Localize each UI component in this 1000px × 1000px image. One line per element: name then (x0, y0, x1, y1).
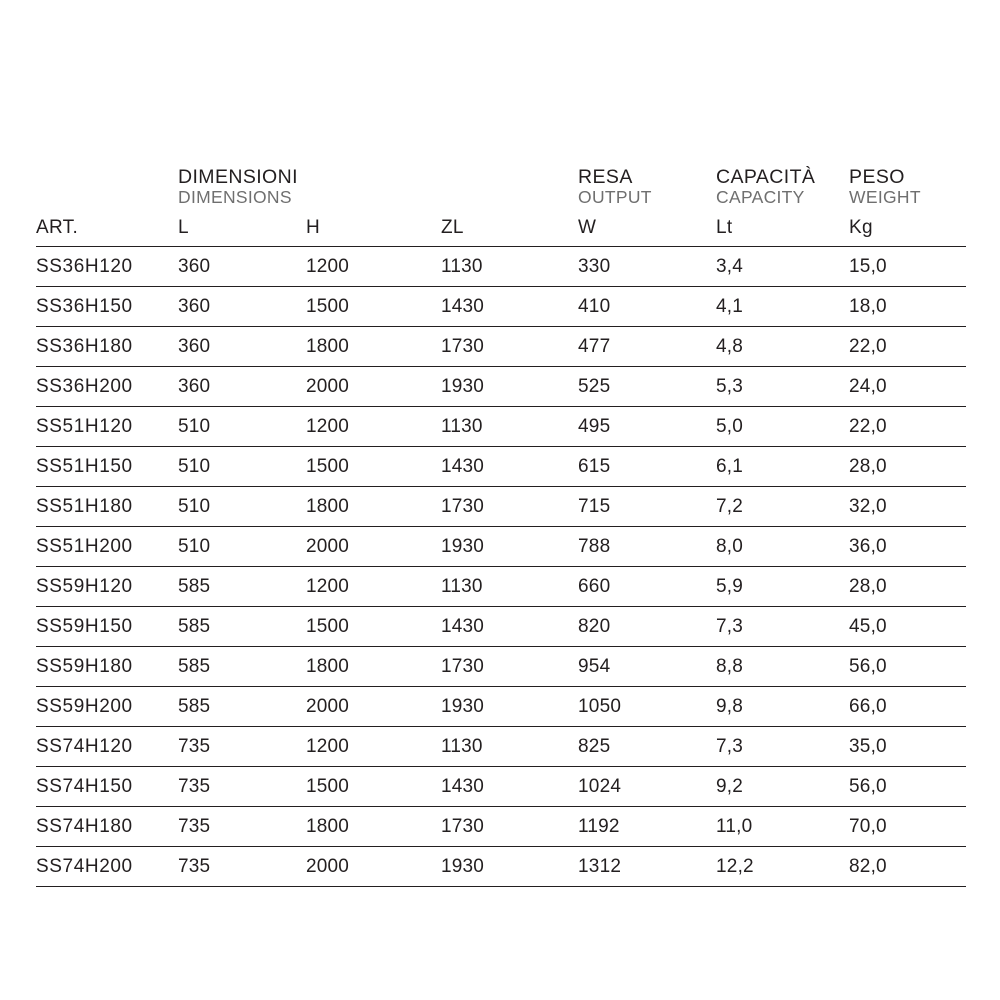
cell-w: 525 (578, 367, 716, 407)
cell-h: 1800 (306, 487, 441, 527)
cell-w: 495 (578, 407, 716, 447)
group-header-resa-en: OUTPUT (578, 186, 652, 207)
table-group-header-row (36, 168, 966, 208)
cell-kg: 15,0 (849, 247, 966, 287)
cell-art: SS74H150 (36, 767, 178, 807)
column-header-l: L (178, 208, 306, 247)
cell-l: 360 (178, 367, 306, 407)
cell-w: 1312 (578, 847, 716, 887)
specifications-table (36, 168, 966, 887)
cell-kg: 24,0 (849, 367, 966, 407)
cell-w: 660 (578, 567, 716, 607)
cell-w: 1192 (578, 807, 716, 847)
cell-w: 1024 (578, 767, 716, 807)
cell-art: SS51H120 (36, 407, 178, 447)
cell-lt: 11,0 (716, 807, 849, 847)
cell-l: 510 (178, 447, 306, 487)
cell-art: SS74H200 (36, 847, 178, 887)
cell-kg: 28,0 (849, 567, 966, 607)
table-row (36, 287, 966, 327)
cell-h: 1500 (306, 767, 441, 807)
cell-lt: 7,3 (716, 607, 849, 647)
cell-lt: 6,1 (716, 447, 849, 487)
table-row (36, 767, 966, 807)
cell-lt: 7,3 (716, 727, 849, 767)
cell-kg: 22,0 (849, 327, 966, 367)
cell-h: 1200 (306, 567, 441, 607)
cell-l: 735 (178, 807, 306, 847)
group-header-capacita-it: CAPACITÀ (716, 166, 816, 188)
cell-w: 954 (578, 647, 716, 687)
cell-zl: 1730 (441, 327, 578, 367)
table-row (36, 327, 966, 367)
cell-l: 585 (178, 567, 306, 607)
cell-lt: 12,2 (716, 847, 849, 887)
cell-zl: 1430 (441, 767, 578, 807)
cell-l: 360 (178, 327, 306, 367)
table-row (36, 727, 966, 767)
cell-kg: 28,0 (849, 447, 966, 487)
group-header-dimensioni-en: DIMENSIONS (178, 186, 292, 207)
cell-lt: 5,9 (716, 567, 849, 607)
cell-kg: 70,0 (849, 807, 966, 847)
cell-zl: 1130 (441, 727, 578, 767)
group-header-resa (578, 168, 716, 208)
cell-h: 1200 (306, 407, 441, 447)
cell-lt: 3,4 (716, 247, 849, 287)
cell-l: 735 (178, 767, 306, 807)
column-header-lt: Lt (716, 208, 849, 247)
cell-h: 1500 (306, 447, 441, 487)
column-header-zl: ZL (441, 208, 578, 247)
cell-zl: 1730 (441, 647, 578, 687)
cell-h: 2000 (306, 527, 441, 567)
group-header-capacita-en: CAPACITY (716, 186, 805, 207)
cell-kg: 66,0 (849, 687, 966, 727)
table-row (36, 647, 966, 687)
cell-kg: 22,0 (849, 407, 966, 447)
cell-zl: 1930 (441, 367, 578, 407)
cell-zl: 1930 (441, 847, 578, 887)
table-row (36, 487, 966, 527)
cell-h: 1500 (306, 607, 441, 647)
cell-h: 1800 (306, 327, 441, 367)
cell-art: SS36H120 (36, 247, 178, 287)
cell-l: 585 (178, 647, 306, 687)
cell-zl: 1130 (441, 407, 578, 447)
cell-h: 2000 (306, 367, 441, 407)
cell-art: SS51H180 (36, 487, 178, 527)
cell-zl: 1430 (441, 607, 578, 647)
table-row (36, 607, 966, 647)
table-row (36, 407, 966, 447)
cell-lt: 5,3 (716, 367, 849, 407)
table-row (36, 247, 966, 287)
group-header-dimensioni (178, 168, 578, 208)
cell-zl: 1930 (441, 527, 578, 567)
cell-zl: 1930 (441, 687, 578, 727)
cell-lt: 9,2 (716, 767, 849, 807)
cell-kg: 82,0 (849, 847, 966, 887)
cell-kg: 18,0 (849, 287, 966, 327)
cell-kg: 35,0 (849, 727, 966, 767)
group-header-peso (849, 168, 966, 208)
column-header-w: W (578, 208, 716, 247)
group-header-peso-it: PESO (849, 166, 905, 188)
group-header-capacita (716, 168, 849, 208)
table-body (36, 247, 966, 887)
cell-zl: 1730 (441, 807, 578, 847)
cell-l: 735 (178, 727, 306, 767)
cell-w: 477 (578, 327, 716, 367)
cell-h: 2000 (306, 687, 441, 727)
cell-l: 510 (178, 407, 306, 447)
cell-art: SS36H200 (36, 367, 178, 407)
cell-zl: 1730 (441, 487, 578, 527)
cell-art: SS36H180 (36, 327, 178, 367)
cell-h: 1800 (306, 647, 441, 687)
cell-lt: 4,8 (716, 327, 849, 367)
group-header-peso-en: WEIGHT (849, 186, 921, 207)
table-row (36, 367, 966, 407)
cell-zl: 1130 (441, 247, 578, 287)
cell-lt: 5,0 (716, 407, 849, 447)
cell-art: SS59H200 (36, 687, 178, 727)
cell-art: SS36H150 (36, 287, 178, 327)
cell-kg: 56,0 (849, 647, 966, 687)
cell-h: 1500 (306, 287, 441, 327)
table-row (36, 527, 966, 567)
cell-lt: 4,1 (716, 287, 849, 327)
cell-lt: 8,0 (716, 527, 849, 567)
cell-art: SS74H180 (36, 807, 178, 847)
cell-art: SS51H150 (36, 447, 178, 487)
table-row (36, 567, 966, 607)
cell-w: 715 (578, 487, 716, 527)
group-header-resa-it: RESA (578, 166, 633, 188)
cell-l: 735 (178, 847, 306, 887)
cell-lt: 7,2 (716, 487, 849, 527)
cell-h: 2000 (306, 847, 441, 887)
table-row (36, 807, 966, 847)
cell-w: 1050 (578, 687, 716, 727)
cell-kg: 36,0 (849, 527, 966, 567)
column-header-kg: Kg (849, 208, 966, 247)
table-row (36, 847, 966, 887)
column-header-h: H (306, 208, 441, 247)
cell-w: 410 (578, 287, 716, 327)
cell-kg: 56,0 (849, 767, 966, 807)
cell-l: 585 (178, 687, 306, 727)
cell-w: 825 (578, 727, 716, 767)
cell-w: 820 (578, 607, 716, 647)
cell-l: 510 (178, 527, 306, 567)
group-header-art (36, 168, 178, 208)
table-row (36, 447, 966, 487)
cell-kg: 32,0 (849, 487, 966, 527)
cell-zl: 1130 (441, 567, 578, 607)
cell-kg: 45,0 (849, 607, 966, 647)
cell-h: 1200 (306, 247, 441, 287)
cell-l: 510 (178, 487, 306, 527)
cell-art: SS59H180 (36, 647, 178, 687)
cell-lt: 8,8 (716, 647, 849, 687)
cell-art: SS74H120 (36, 727, 178, 767)
cell-zl: 1430 (441, 287, 578, 327)
cell-zl: 1430 (441, 447, 578, 487)
cell-art: SS51H200 (36, 527, 178, 567)
table-column-header-row (36, 208, 966, 247)
cell-w: 330 (578, 247, 716, 287)
table-row (36, 687, 966, 727)
group-header-dimensioni-it: DIMENSIONI (178, 166, 298, 188)
cell-l: 585 (178, 607, 306, 647)
cell-art: SS59H150 (36, 607, 178, 647)
cell-lt: 9,8 (716, 687, 849, 727)
cell-l: 360 (178, 287, 306, 327)
cell-h: 1800 (306, 807, 441, 847)
column-header-art: ART. (36, 208, 178, 247)
cell-l: 360 (178, 247, 306, 287)
cell-w: 615 (578, 447, 716, 487)
cell-h: 1200 (306, 727, 441, 767)
cell-art: SS59H120 (36, 567, 178, 607)
cell-w: 788 (578, 527, 716, 567)
